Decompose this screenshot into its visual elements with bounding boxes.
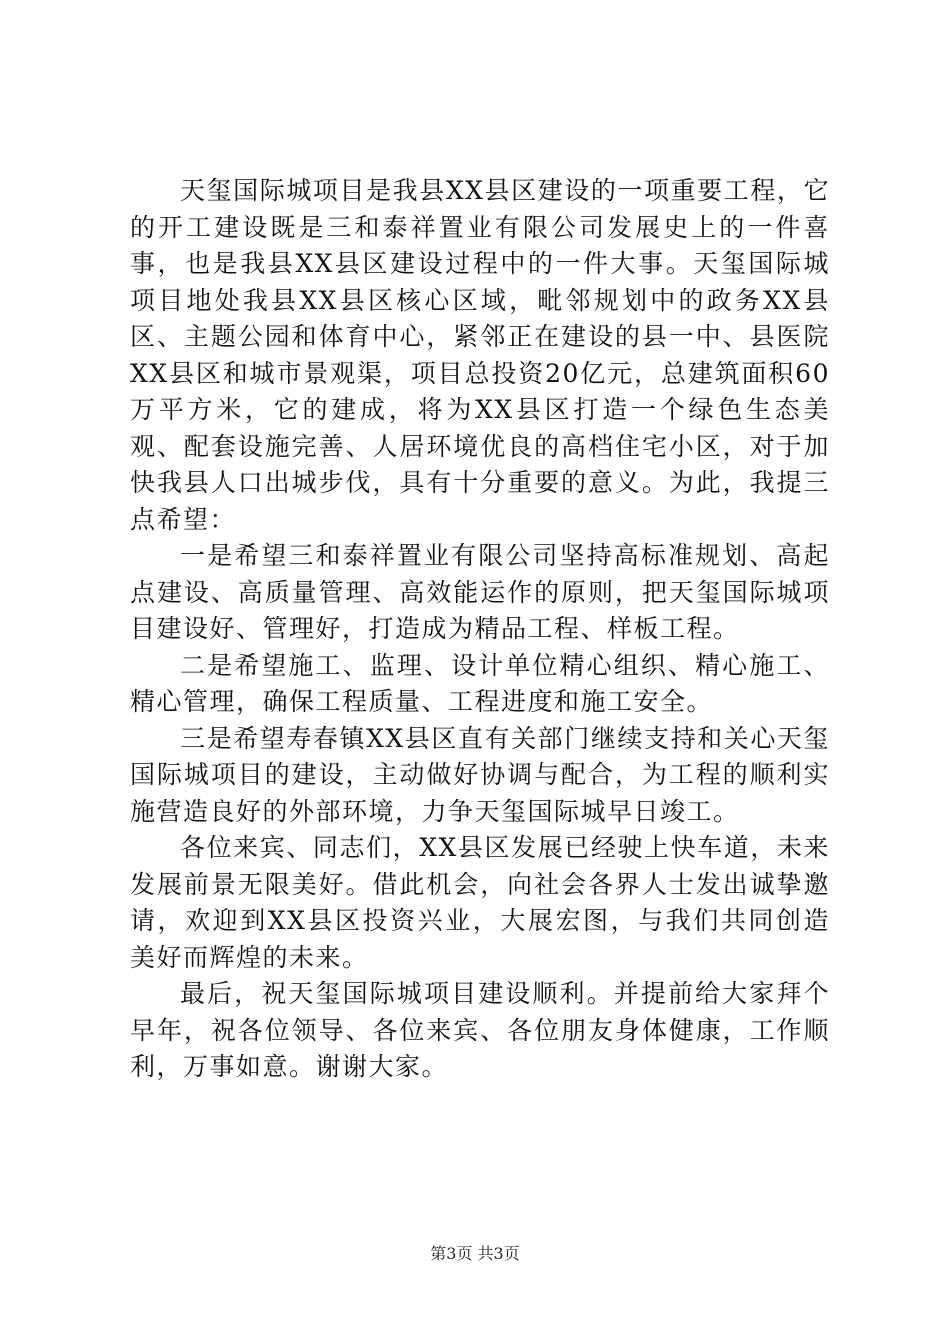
paragraph-hope-one: 一是希望三和泰祥置业有限公司坚持高标准规划、高起点建设、高质量管理、高效能运作的原则，把天玺国际城项目建设好、管理好，打造成为精品工程、样板工程。 <box>130 541 830 643</box>
paragraph-closing: 最后，祝天玺国际城项目建设顺利。并提前给大家拜个早年，祝各位领导、各位来宾、各位朋友身体健康，工作顺利，万事如意。谢谢大家。 <box>130 979 830 1081</box>
paragraph-hope-three: 三是希望寿春镇XX县区直有关部门继续支持和关心天玺国际城项目的建设，主动做好协调与配合，为工程的顺利实施营造良好的外部环境，力争天玺国际城早日竣工。 <box>130 723 830 826</box>
page-number-footer: 第3页 共3页 <box>430 1244 520 1263</box>
paragraph-invitation: 各位来宾、同志们，XX县区发展已经驶上快车道，未来发展前景无限美好。借此机会，向社会各界人士发出诚挚邀请，欢迎到XX县区投资兴业，大展宏图，与我们共同创造美好而辉煌的未来。 <box>130 833 830 972</box>
paragraph-intro: 天玺国际城项目是我县XX县区建设的一项重要工程，它的开工建设既是三和泰祥置业有限公司发展史上的一件喜事，也是我县XX县区建设过程中的一件大事。天玺国际城项目地处我县XX县区核心区域，毗邻规划中的政务XX县区、主题公园和体育中心，紧邻正在建设的县一中、县医院XX县区和城市景观渠，项目总投资20亿元，总建筑面积60万平方米，它的建成，将为XX县区打造一个绿色生态美观、配套设施完善、人居环境优良的高档住宅小区，对于加快我县人口出城步伐，具有十分重要的意义。为此，我提三点希望： <box>130 176 830 534</box>
paragraph-hope-two: 二是希望施工、监理、设计单位精心组织、精心施工、精心管理，确保工程质量、工程进度和施工安全。 <box>130 650 830 716</box>
document-body <box>130 173 830 1086</box>
